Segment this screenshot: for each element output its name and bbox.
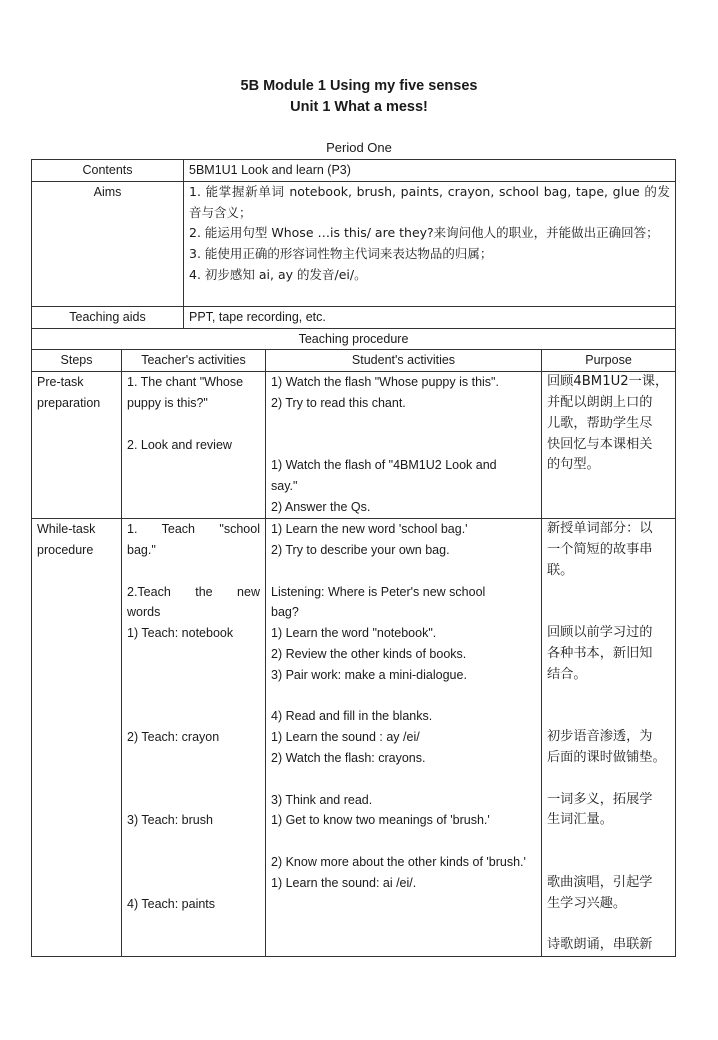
student-activity: 4) Read and fill in the blanks.: [271, 709, 433, 724]
teacher-activities-cell: [122, 372, 266, 519]
purpose-text: 生词汇量。: [547, 812, 613, 828]
step-text: procedure: [37, 542, 94, 557]
purpose-text: 各种书本，新旧知: [547, 645, 653, 661]
purpose-text: 结合。: [547, 666, 587, 682]
teaching-aids-label: Teaching aids: [32, 306, 184, 328]
teacher-activity: bag.": [127, 542, 156, 557]
aim-item: 3. 能使用正确的形容词性物主代词来表达物品的归属；: [189, 246, 493, 262]
purpose-text: 诗歌朗诵，串联新: [547, 937, 653, 953]
aims-row: [32, 181, 676, 306]
teacher-activity: 4) Teach: paints: [127, 896, 216, 911]
contents-row: [32, 160, 676, 182]
student-activities-cell: [266, 372, 542, 519]
aims-list: [184, 181, 676, 306]
purpose-text: 初步语音渗透，为: [547, 729, 653, 745]
procedure-header-row: [32, 350, 676, 372]
teacher-activity: 1. The chant "Whose: [127, 375, 244, 390]
student-activity: 1) Learn the word "notebook".: [271, 626, 437, 641]
student-activity: 1) Get to know two meanings of 'brush.': [271, 813, 490, 828]
student-activity: say.": [271, 479, 298, 494]
document-title: 5B Module 1 Using my five senses: [240, 78, 478, 94]
period-label: Period One: [326, 140, 392, 155]
teacher-activities-cell: [122, 519, 266, 957]
student-activity: 1) Learn the new word 'school bag.': [271, 522, 468, 537]
student-activity: 2) Try to describe your own bag.: [271, 542, 450, 557]
column-header-steps: Steps: [32, 350, 122, 372]
purpose-text: 儿歌，帮助学生尽: [547, 415, 653, 431]
teacher-activity: words: [127, 605, 161, 620]
aim-item: 4. 初步感知 ai, ay 的发音/ei/。: [189, 266, 367, 282]
step-cell: [32, 519, 122, 957]
teacher-activity: 2) Teach: crayon: [127, 730, 220, 745]
student-activity: Listening: Where is Peter's new school: [271, 584, 486, 599]
aim-item: 1. 能掌握新单词 notebook, brush, paints, crayon, school bag, tape, glue 的发音与含义；: [189, 183, 671, 220]
purpose-text: 后面的课时做铺垫。: [547, 749, 666, 765]
contents-label: Contents: [32, 160, 184, 182]
step-text: While-task: [37, 522, 96, 537]
student-activity: 2) Know more about the other kinds of 'brush.': [271, 854, 526, 869]
teacher-activity: 2.Teach the new: [127, 584, 260, 599]
purpose-text: 回顾4BM1U2一课，: [547, 374, 669, 390]
purpose-text: 一个简短的故事串: [547, 541, 653, 557]
purpose-text: 新授单词部分：以: [547, 521, 653, 537]
aim-item: 2. 能运用句型 Whose …is this/ are they?来询问他人的职业，并能做出正确回答；: [189, 225, 659, 241]
purpose-text: 一词多义，拓展学: [547, 791, 653, 807]
student-activity: bag?: [271, 605, 299, 620]
column-header-student: Student's activities: [266, 350, 542, 372]
step-cell: [32, 372, 122, 519]
teaching-aids-value: PPT, tape recording, etc.: [184, 306, 676, 328]
step-text: preparation: [37, 395, 101, 410]
purpose-cell: [542, 519, 676, 957]
step-text: Pre-task: [37, 375, 84, 390]
teacher-activity: 2. Look and review: [127, 437, 232, 452]
purpose-cell: [542, 372, 676, 519]
teacher-activity: 3) Teach: brush: [127, 813, 213, 828]
purpose-text: 回顾以前学习过的: [547, 625, 653, 641]
student-activity: 1) Learn the sound : ay /ei/: [271, 730, 420, 745]
student-activity: 1) Learn the sound: ai /ei/.: [271, 875, 417, 890]
purpose-text: 的句型。: [547, 457, 600, 473]
procedure-heading-row: [32, 328, 676, 350]
student-activity: 2) Try to read this chant.: [271, 395, 406, 410]
student-activity: 2) Watch the flash: crayons.: [271, 750, 426, 765]
lesson-plan-table: [31, 159, 676, 957]
contents-value: 5BM1U1 Look and learn (P3): [184, 160, 676, 182]
student-activity: 2) Answer the Qs.: [271, 499, 371, 514]
procedure-heading: Teaching procedure: [32, 328, 676, 350]
student-activity: 2) Review the other kinds of books.: [271, 646, 467, 661]
teaching-aids-row: [32, 306, 676, 328]
aims-label: Aims: [32, 181, 184, 306]
purpose-text: 快回忆与本课相关: [547, 436, 653, 452]
purpose-text: 联。: [547, 562, 574, 578]
student-activity: 3) Pair work: make a mini-dialogue.: [271, 667, 467, 682]
student-activity: 3) Think and read.: [271, 792, 373, 807]
purpose-text: 生学习兴趣。: [547, 895, 627, 911]
student-activity: 1) Watch the flash "Whose puppy is this".: [271, 375, 499, 390]
purpose-text: 歌曲演唱，引起学: [547, 874, 653, 890]
while-task-row: [32, 519, 676, 957]
teacher-activity: 1. Teach "school: [127, 522, 260, 537]
pre-task-row: [32, 372, 676, 519]
column-header-purpose: Purpose: [542, 350, 676, 372]
teacher-activity: 1) Teach: notebook: [127, 626, 234, 641]
column-header-teacher: Teacher's activities: [122, 350, 266, 372]
unit-title: Unit 1 What a mess!: [290, 99, 428, 115]
teacher-activity: puppy is this?": [127, 395, 208, 410]
student-activities-cell: [266, 519, 542, 957]
student-activity: 1) Watch the flash of "4BM1U2 Look and: [271, 458, 497, 473]
purpose-text: 并配以朗朗上口的: [547, 394, 653, 410]
